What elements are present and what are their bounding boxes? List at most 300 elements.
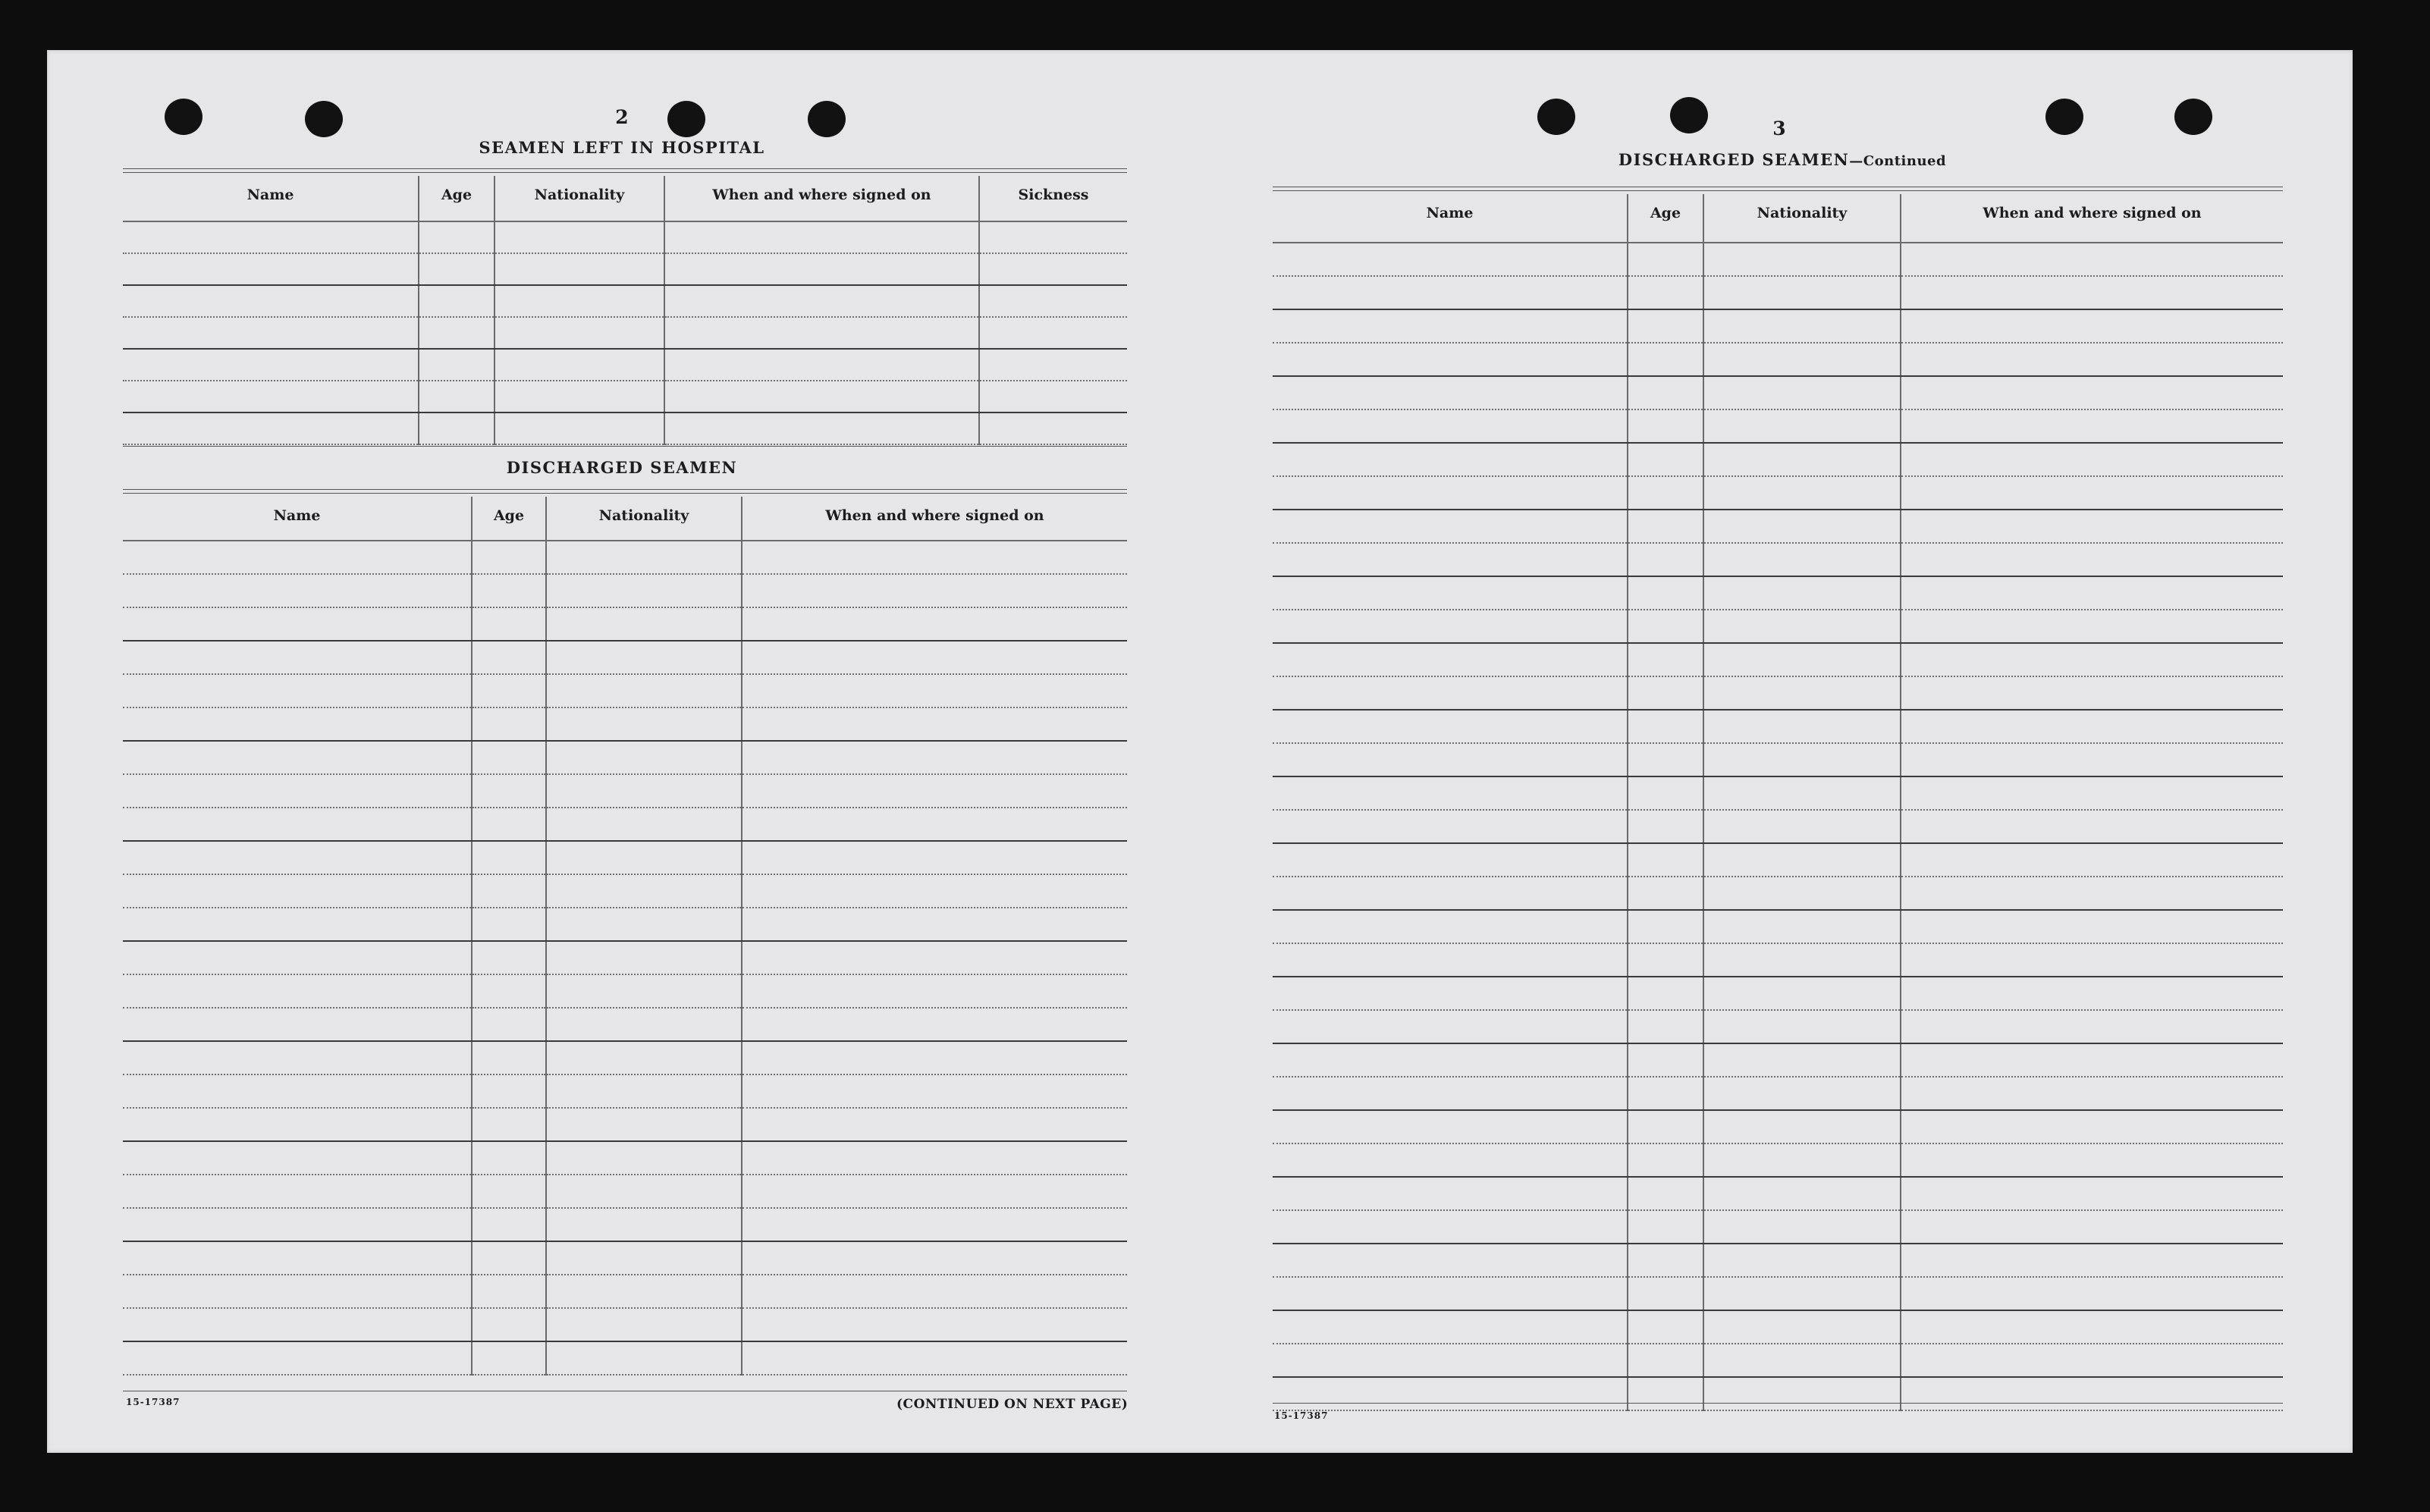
entry-cell[interactable] bbox=[1628, 243, 1703, 276]
entry-cell[interactable] bbox=[1901, 877, 2283, 910]
entry-cell[interactable] bbox=[742, 974, 1127, 1008]
entry-cell[interactable] bbox=[546, 1074, 742, 1108]
entry-cell[interactable] bbox=[1703, 710, 1901, 743]
entry-cell[interactable] bbox=[1901, 776, 2283, 810]
entry-cell[interactable] bbox=[979, 381, 1127, 413]
table-row bbox=[1273, 1377, 2283, 1410]
entry-cell[interactable] bbox=[1703, 510, 1901, 543]
col-header-sickness: Sickness bbox=[979, 176, 1127, 221]
entry-cell[interactable] bbox=[123, 1241, 472, 1275]
entry-cell[interactable] bbox=[546, 1308, 742, 1341]
entry-cell[interactable] bbox=[1901, 1077, 2283, 1110]
entry-cell[interactable] bbox=[979, 413, 1127, 444]
entry-cell[interactable] bbox=[494, 413, 664, 444]
entry-cell[interactable] bbox=[1273, 476, 1628, 510]
entry-cell[interactable] bbox=[1273, 810, 1628, 843]
entry-cell[interactable] bbox=[546, 1208, 742, 1241]
entry-cell[interactable] bbox=[1703, 1010, 1901, 1043]
entry-cell[interactable] bbox=[1273, 376, 1628, 409]
entry-cell[interactable] bbox=[123, 381, 419, 413]
entry-cell[interactable] bbox=[1703, 1143, 1901, 1177]
entry-cell[interactable] bbox=[472, 841, 546, 874]
entry-cell[interactable] bbox=[1703, 610, 1901, 643]
entry-cell[interactable] bbox=[1628, 743, 1703, 776]
entry-cell[interactable] bbox=[546, 908, 742, 941]
entry-cell[interactable] bbox=[1273, 910, 1628, 943]
entry-cell[interactable] bbox=[419, 381, 494, 413]
entry-cell[interactable] bbox=[1628, 409, 1703, 443]
entry-cell[interactable] bbox=[1273, 510, 1628, 543]
entry-cell[interactable] bbox=[1628, 576, 1703, 610]
entry-cell[interactable] bbox=[1703, 843, 1901, 877]
entry-cell[interactable] bbox=[546, 1175, 742, 1208]
entry-cell[interactable] bbox=[1703, 643, 1901, 676]
table-row bbox=[123, 774, 1127, 808]
entry-cell[interactable] bbox=[123, 741, 472, 774]
entry-cell[interactable] bbox=[123, 974, 472, 1008]
entry-cell[interactable] bbox=[123, 221, 419, 253]
entry-cell[interactable] bbox=[123, 641, 472, 674]
entry-cell[interactable] bbox=[472, 1175, 546, 1208]
entry-cell[interactable] bbox=[546, 808, 742, 841]
entry-cell[interactable] bbox=[1273, 1344, 1628, 1377]
entry-cell[interactable] bbox=[123, 1175, 472, 1208]
entry-cell[interactable] bbox=[546, 841, 742, 874]
entry-cell[interactable] bbox=[546, 707, 742, 741]
entry-cell[interactable] bbox=[1628, 710, 1703, 743]
entry-cell[interactable] bbox=[1628, 810, 1703, 843]
entry-cell[interactable] bbox=[1703, 1077, 1901, 1110]
entry-cell[interactable] bbox=[979, 253, 1127, 285]
entry-cell[interactable] bbox=[1901, 476, 2283, 510]
entry-cell[interactable] bbox=[1901, 977, 2283, 1010]
entry-cell[interactable] bbox=[472, 1308, 546, 1341]
table-row bbox=[123, 349, 1127, 381]
entry-cell[interactable] bbox=[1628, 1177, 1703, 1210]
entry-cell[interactable] bbox=[1628, 1110, 1703, 1143]
entry-cell[interactable] bbox=[1703, 343, 1901, 376]
entry-cell[interactable] bbox=[1273, 1043, 1628, 1077]
entry-cell[interactable] bbox=[1901, 1277, 2283, 1310]
entry-cell[interactable] bbox=[1901, 1010, 2283, 1043]
entry-cell[interactable] bbox=[1273, 276, 1628, 309]
entry-cell[interactable] bbox=[1273, 1110, 1628, 1143]
table-row bbox=[123, 741, 1127, 774]
entry-cell[interactable] bbox=[1273, 1244, 1628, 1277]
entry-cell[interactable] bbox=[494, 253, 664, 285]
entry-cell[interactable] bbox=[546, 1241, 742, 1275]
entry-cell[interactable] bbox=[1901, 1310, 2283, 1344]
entry-cell[interactable] bbox=[1703, 910, 1901, 943]
entry-cell[interactable] bbox=[494, 349, 664, 381]
entry-cell[interactable] bbox=[123, 1141, 472, 1175]
entry-cell[interactable] bbox=[1628, 309, 1703, 343]
entry-cell[interactable] bbox=[1628, 977, 1703, 1010]
entry-cell[interactable] bbox=[1901, 376, 2283, 409]
entry-cell[interactable] bbox=[742, 741, 1127, 774]
entry-cell[interactable] bbox=[472, 574, 546, 607]
entry-cell[interactable] bbox=[1273, 1210, 1628, 1244]
entry-cell[interactable] bbox=[742, 1308, 1127, 1341]
entry-cell[interactable] bbox=[742, 1341, 1127, 1375]
entry-cell[interactable] bbox=[472, 1208, 546, 1241]
entry-cell[interactable] bbox=[472, 774, 546, 808]
entry-cell[interactable] bbox=[1273, 343, 1628, 376]
entry-cell[interactable] bbox=[742, 641, 1127, 674]
entry-cell[interactable] bbox=[494, 285, 664, 317]
entry-cell[interactable] bbox=[1703, 943, 1901, 977]
entry-cell[interactable] bbox=[1628, 276, 1703, 309]
entry-cell[interactable] bbox=[1273, 643, 1628, 676]
entry-cell[interactable] bbox=[472, 941, 546, 974]
entry-cell[interactable] bbox=[123, 874, 472, 908]
entry-cell[interactable] bbox=[546, 607, 742, 641]
entry-cell[interactable] bbox=[742, 841, 1127, 874]
entry-cell[interactable] bbox=[546, 1008, 742, 1041]
table-row bbox=[123, 1141, 1127, 1175]
entry-cell[interactable] bbox=[1628, 1077, 1703, 1110]
entry-cell[interactable] bbox=[546, 1341, 742, 1375]
entry-cell[interactable] bbox=[1901, 243, 2283, 276]
entry-cell[interactable] bbox=[664, 253, 979, 285]
entry-cell[interactable] bbox=[742, 908, 1127, 941]
entry-cell[interactable] bbox=[123, 707, 472, 741]
entry-cell[interactable] bbox=[1901, 1143, 2283, 1177]
entry-cell[interactable] bbox=[546, 1141, 742, 1175]
entry-cell[interactable] bbox=[1901, 743, 2283, 776]
entry-cell[interactable] bbox=[546, 974, 742, 1008]
entry-cell[interactable] bbox=[1901, 1344, 2283, 1377]
table-row bbox=[1273, 1010, 2283, 1043]
entry-cell[interactable] bbox=[1628, 510, 1703, 543]
entry-cell[interactable] bbox=[1628, 1210, 1703, 1244]
entry-cell[interactable] bbox=[546, 641, 742, 674]
entry-cell[interactable] bbox=[664, 413, 979, 444]
entry-cell[interactable] bbox=[546, 1275, 742, 1308]
entry-cell[interactable] bbox=[1901, 1043, 2283, 1077]
entry-cell[interactable] bbox=[1273, 710, 1628, 743]
entry-cell[interactable] bbox=[1901, 576, 2283, 610]
entry-cell[interactable] bbox=[1628, 1377, 1703, 1410]
entry-cell[interactable] bbox=[1628, 1277, 1703, 1310]
entry-cell[interactable] bbox=[1901, 343, 2283, 376]
entry-cell[interactable] bbox=[1703, 1110, 1901, 1143]
entry-cell[interactable] bbox=[1703, 276, 1901, 309]
entry-cell[interactable] bbox=[1628, 1344, 1703, 1377]
entry-cell[interactable] bbox=[1703, 1277, 1901, 1310]
entry-cell[interactable] bbox=[1628, 1244, 1703, 1277]
entry-cell[interactable] bbox=[1628, 1310, 1703, 1344]
entry-cell[interactable] bbox=[419, 253, 494, 285]
entry-cell[interactable] bbox=[742, 607, 1127, 641]
entry-cell[interactable] bbox=[123, 1008, 472, 1041]
table-row bbox=[1273, 843, 2283, 877]
entry-cell[interactable] bbox=[1901, 1210, 2283, 1244]
entry-cell[interactable] bbox=[664, 285, 979, 317]
entry-cell[interactable] bbox=[472, 874, 546, 908]
entry-cell[interactable] bbox=[742, 774, 1127, 808]
entry-cell[interactable] bbox=[123, 574, 472, 607]
entry-cell[interactable] bbox=[1628, 476, 1703, 510]
entry-cell[interactable] bbox=[1901, 1377, 2283, 1410]
entry-cell[interactable] bbox=[1703, 1043, 1901, 1077]
entry-cell[interactable] bbox=[123, 674, 472, 707]
entry-cell[interactable] bbox=[742, 1074, 1127, 1108]
entry-cell[interactable] bbox=[472, 1074, 546, 1108]
entry-cell[interactable] bbox=[546, 741, 742, 774]
entry-cell[interactable] bbox=[979, 317, 1127, 349]
entry-cell[interactable] bbox=[1703, 1377, 1901, 1410]
entry-cell[interactable] bbox=[1273, 1177, 1628, 1210]
entry-cell[interactable] bbox=[1628, 877, 1703, 910]
entry-cell[interactable] bbox=[419, 349, 494, 381]
entry-cell[interactable] bbox=[472, 1275, 546, 1308]
entry-cell[interactable] bbox=[123, 1041, 472, 1074]
table-row bbox=[123, 1308, 1127, 1341]
entry-cell[interactable] bbox=[494, 381, 664, 413]
entry-cell[interactable] bbox=[472, 1008, 546, 1041]
entry-cell[interactable] bbox=[1703, 877, 1901, 910]
entry-cell[interactable] bbox=[472, 974, 546, 1008]
entry-cell[interactable] bbox=[1273, 1310, 1628, 1344]
entry-cell[interactable] bbox=[546, 1041, 742, 1074]
entry-cell[interactable] bbox=[1901, 443, 2283, 476]
entry-cell[interactable] bbox=[419, 413, 494, 444]
entry-cell[interactable] bbox=[742, 674, 1127, 707]
entry-cell[interactable] bbox=[419, 285, 494, 317]
entry-cell[interactable] bbox=[1901, 810, 2283, 843]
table-row bbox=[123, 607, 1127, 641]
entry-cell[interactable] bbox=[1901, 610, 2283, 643]
entry-cell[interactable] bbox=[1273, 877, 1628, 910]
entry-cell[interactable] bbox=[1901, 1110, 2283, 1143]
table-row bbox=[1273, 476, 2283, 510]
entry-cell[interactable] bbox=[1703, 743, 1901, 776]
entry-cell[interactable] bbox=[979, 349, 1127, 381]
entry-cell[interactable] bbox=[472, 1241, 546, 1275]
entry-cell[interactable] bbox=[1901, 943, 2283, 977]
entry-cell[interactable] bbox=[472, 707, 546, 741]
entry-cell[interactable] bbox=[742, 707, 1127, 741]
entry-cell[interactable] bbox=[1273, 576, 1628, 610]
entry-cell[interactable] bbox=[419, 221, 494, 253]
entry-cell[interactable] bbox=[472, 741, 546, 774]
entry-cell[interactable] bbox=[472, 1141, 546, 1175]
entry-cell[interactable] bbox=[1703, 776, 1901, 810]
entry-cell[interactable] bbox=[1703, 810, 1901, 843]
entry-cell[interactable] bbox=[123, 413, 419, 444]
entry-cell[interactable] bbox=[1703, 543, 1901, 576]
entry-cell[interactable] bbox=[1901, 1177, 2283, 1210]
entry-cell[interactable] bbox=[123, 1275, 472, 1308]
entry-cell[interactable] bbox=[1901, 309, 2283, 343]
entry-cell[interactable] bbox=[123, 808, 472, 841]
entry-cell[interactable] bbox=[742, 941, 1127, 974]
entry-cell[interactable] bbox=[1628, 676, 1703, 710]
entry-cell[interactable] bbox=[1703, 309, 1901, 343]
entry-cell[interactable] bbox=[472, 674, 546, 707]
entry-cell[interactable] bbox=[123, 1341, 472, 1375]
entry-cell[interactable] bbox=[1628, 543, 1703, 576]
entry-cell[interactable] bbox=[472, 1108, 546, 1141]
entry-cell[interactable] bbox=[1273, 943, 1628, 977]
entry-cell[interactable] bbox=[742, 1175, 1127, 1208]
entry-cell[interactable] bbox=[742, 874, 1127, 908]
entry-cell[interactable] bbox=[664, 317, 979, 349]
entry-cell[interactable] bbox=[1273, 743, 1628, 776]
entry-cell[interactable] bbox=[494, 221, 664, 253]
punch-hole bbox=[808, 101, 846, 137]
entry-cell[interactable] bbox=[742, 1141, 1127, 1175]
entry-cell[interactable] bbox=[979, 285, 1127, 317]
entry-cell[interactable] bbox=[1628, 1010, 1703, 1043]
table-row bbox=[1273, 1244, 2283, 1277]
entry-cell[interactable] bbox=[1901, 643, 2283, 676]
entry-cell[interactable] bbox=[1901, 910, 2283, 943]
table-row bbox=[1273, 776, 2283, 810]
entry-cell[interactable] bbox=[1273, 1377, 1628, 1410]
entry-cell[interactable] bbox=[1628, 776, 1703, 810]
entry-cell[interactable] bbox=[472, 541, 546, 574]
entry-cell[interactable] bbox=[123, 774, 472, 808]
entry-cell[interactable] bbox=[123, 349, 419, 381]
entry-cell[interactable] bbox=[1703, 1244, 1901, 1277]
entry-cell[interactable] bbox=[1703, 409, 1901, 443]
entry-cell[interactable] bbox=[123, 253, 419, 285]
entry-cell[interactable] bbox=[1273, 843, 1628, 877]
entry-cell[interactable] bbox=[123, 1208, 472, 1241]
entry-cell[interactable] bbox=[1273, 977, 1628, 1010]
entry-cell[interactable] bbox=[123, 908, 472, 941]
entry-cell[interactable] bbox=[664, 349, 979, 381]
entry-cell[interactable] bbox=[1628, 376, 1703, 409]
entry-cell[interactable] bbox=[472, 1041, 546, 1074]
entry-cell[interactable] bbox=[1901, 710, 2283, 743]
entry-cell[interactable] bbox=[1901, 409, 2283, 443]
entry-cell[interactable] bbox=[1628, 643, 1703, 676]
entry-cell[interactable] bbox=[1273, 243, 1628, 276]
entry-cell[interactable] bbox=[742, 574, 1127, 607]
title-suffix: —Continued bbox=[1849, 153, 1947, 169]
entry-cell[interactable] bbox=[1273, 776, 1628, 810]
entry-cell[interactable] bbox=[1901, 676, 2283, 710]
entry-cell[interactable] bbox=[1628, 910, 1703, 943]
entry-cell[interactable] bbox=[472, 808, 546, 841]
entry-cell[interactable] bbox=[742, 1241, 1127, 1275]
entry-cell[interactable] bbox=[123, 285, 419, 317]
entry-cell[interactable] bbox=[742, 541, 1127, 574]
entry-cell[interactable] bbox=[419, 317, 494, 349]
entry-cell[interactable] bbox=[472, 1341, 546, 1375]
continued-note: (CONTINUED ON NEXT PAGE) bbox=[896, 1397, 1129, 1412]
entry-cell[interactable] bbox=[1703, 443, 1901, 476]
entry-cell[interactable] bbox=[1703, 576, 1901, 610]
entry-cell[interactable] bbox=[1628, 1143, 1703, 1177]
entry-cell[interactable] bbox=[664, 221, 979, 253]
entry-cell[interactable] bbox=[742, 1108, 1127, 1141]
table-row bbox=[1273, 343, 2283, 376]
entry-cell[interactable] bbox=[1273, 1077, 1628, 1110]
entry-cell[interactable] bbox=[1703, 676, 1901, 710]
page-number-left: 2 bbox=[615, 106, 629, 128]
entry-cell[interactable] bbox=[1901, 1244, 2283, 1277]
entry-cell[interactable] bbox=[1901, 543, 2283, 576]
entry-cell[interactable] bbox=[979, 221, 1127, 253]
entry-cell[interactable] bbox=[1703, 1344, 1901, 1377]
entry-cell[interactable] bbox=[123, 317, 419, 349]
entry-cell[interactable] bbox=[1628, 610, 1703, 643]
entry-cell[interactable] bbox=[123, 1074, 472, 1108]
entry-cell[interactable] bbox=[546, 674, 742, 707]
entry-cell[interactable] bbox=[1703, 1310, 1901, 1344]
entry-cell[interactable] bbox=[1273, 543, 1628, 576]
entry-cell[interactable] bbox=[123, 607, 472, 641]
entry-cell[interactable] bbox=[123, 1308, 472, 1341]
entry-cell[interactable] bbox=[1273, 610, 1628, 643]
entry-cell[interactable] bbox=[1628, 943, 1703, 977]
table-row bbox=[1273, 1143, 2283, 1177]
entry-cell[interactable] bbox=[1273, 1277, 1628, 1310]
entry-cell[interactable] bbox=[546, 874, 742, 908]
entry-cell[interactable] bbox=[1703, 1210, 1901, 1244]
entry-cell[interactable] bbox=[494, 317, 664, 349]
entry-cell[interactable] bbox=[123, 841, 472, 874]
entry-cell[interactable] bbox=[1273, 309, 1628, 343]
entry-cell[interactable] bbox=[1703, 376, 1901, 409]
entry-cell[interactable] bbox=[1901, 843, 2283, 877]
entry-cell[interactable] bbox=[1703, 1177, 1901, 1210]
entry-cell[interactable] bbox=[1273, 1143, 1628, 1177]
entry-cell[interactable] bbox=[1273, 443, 1628, 476]
entry-cell[interactable] bbox=[664, 381, 979, 413]
entry-cell[interactable] bbox=[1273, 409, 1628, 443]
entry-cell[interactable] bbox=[742, 1208, 1127, 1241]
entry-cell[interactable] bbox=[1901, 276, 2283, 309]
table-row bbox=[123, 1008, 1127, 1041]
entry-cell[interactable] bbox=[472, 908, 546, 941]
form-number-right: 15-17387 bbox=[1274, 1410, 1329, 1421]
entry-cell[interactable] bbox=[1273, 1010, 1628, 1043]
entry-cell[interactable] bbox=[546, 941, 742, 974]
entry-cell[interactable] bbox=[123, 1108, 472, 1141]
entry-cell[interactable] bbox=[123, 541, 472, 574]
table-row bbox=[123, 1074, 1127, 1108]
entry-cell[interactable] bbox=[742, 1275, 1127, 1308]
entry-cell[interactable] bbox=[1628, 1043, 1703, 1077]
table-row bbox=[123, 253, 1127, 285]
table-row bbox=[123, 1041, 1127, 1074]
entry-cell[interactable] bbox=[1901, 510, 2283, 543]
entry-cell[interactable] bbox=[123, 941, 472, 974]
entry-cell[interactable] bbox=[546, 541, 742, 574]
entry-cell[interactable] bbox=[1703, 476, 1901, 510]
entry-cell[interactable] bbox=[742, 808, 1127, 841]
entry-cell[interactable] bbox=[1703, 243, 1901, 276]
entry-cell[interactable] bbox=[472, 607, 546, 641]
entry-cell[interactable] bbox=[1703, 977, 1901, 1010]
entry-cell[interactable] bbox=[1273, 676, 1628, 710]
entry-cell[interactable] bbox=[1628, 343, 1703, 376]
entry-cell[interactable] bbox=[1628, 443, 1703, 476]
entry-cell[interactable] bbox=[742, 1008, 1127, 1041]
entry-cell[interactable] bbox=[546, 1108, 742, 1141]
entry-cell[interactable] bbox=[1628, 843, 1703, 877]
entry-cell[interactable] bbox=[546, 774, 742, 808]
entry-cell[interactable] bbox=[742, 1041, 1127, 1074]
table-row bbox=[1273, 443, 2283, 476]
entry-cell[interactable] bbox=[472, 641, 546, 674]
entry-cell[interactable] bbox=[546, 574, 742, 607]
